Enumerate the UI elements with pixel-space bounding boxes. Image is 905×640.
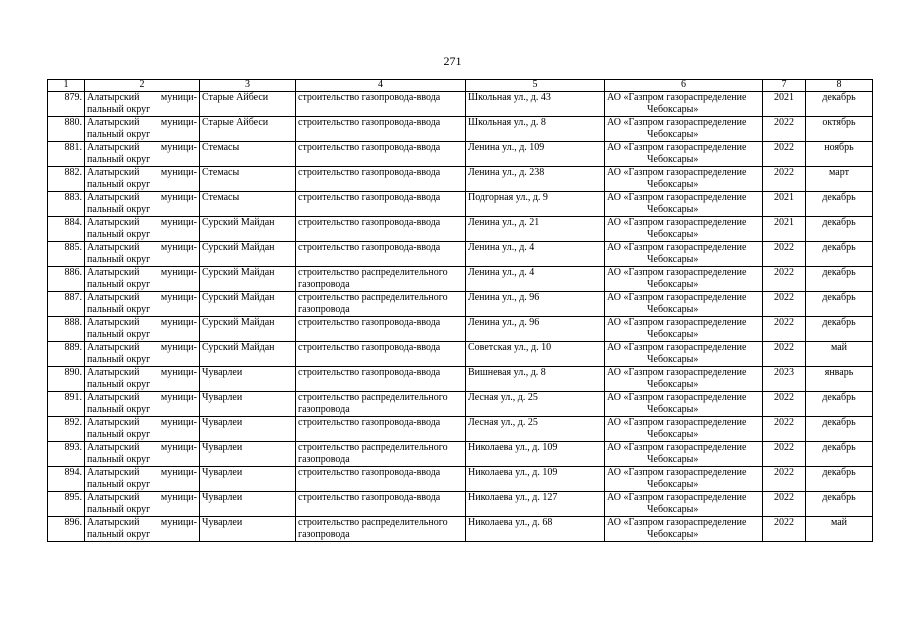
settlement-cell: Чуварлеи <box>200 367 296 392</box>
organization-text: АО «Газпром газораспределение <box>607 417 747 428</box>
row-number: 882. <box>48 167 85 192</box>
row-number: 892. <box>48 417 85 442</box>
year-cell: 2021 <box>763 192 806 217</box>
district-cell <box>85 317 200 342</box>
work-type-text: строительство распределительного <box>298 267 448 278</box>
column-header: 4 <box>296 80 466 92</box>
work-type-text: строительство распределительного <box>298 442 448 453</box>
work-type-text: газопровода <box>298 454 350 465</box>
row-number: 889. <box>48 342 85 367</box>
organization-text: Чебоксары» <box>647 179 699 190</box>
district-cell <box>85 367 200 392</box>
organization-cell <box>605 317 763 342</box>
district-text: Алатырский <box>87 342 140 353</box>
address-cell: Ленина ул., д. 21 <box>466 217 605 242</box>
organization-cell <box>605 117 763 142</box>
organization-text: АО «Газпром газораспределение <box>607 317 747 328</box>
address-cell: Лесная ул., д. 25 <box>466 417 605 442</box>
work-type-text: строительство распределительного <box>298 292 448 303</box>
table-row <box>48 217 873 242</box>
year-cell: 2022 <box>763 317 806 342</box>
district-text: муници- <box>160 342 197 353</box>
month-cell: декабрь <box>806 442 873 467</box>
organization-text: Чебоксары» <box>647 104 699 115</box>
organization-cell <box>605 467 763 492</box>
organization-text: Чебоксары» <box>647 279 699 290</box>
district-cell <box>85 417 200 442</box>
table-row <box>48 467 873 492</box>
month-cell: май <box>806 342 873 367</box>
table-row <box>48 442 873 467</box>
organization-cell <box>605 217 763 242</box>
work-type-text: строительство газопровода-ввода <box>298 342 441 353</box>
column-header: 7 <box>763 80 806 92</box>
district-text: пальный округ <box>87 229 151 240</box>
table-row <box>48 417 873 442</box>
organization-text: Чебоксары» <box>647 379 699 390</box>
column-header: 8 <box>806 80 873 92</box>
table-row <box>48 117 873 142</box>
month-cell: ноябрь <box>806 142 873 167</box>
district-cell <box>85 242 200 267</box>
address-cell: Ленина ул., д. 4 <box>466 242 605 267</box>
organization-text: АО «Газпром газораспределение <box>607 192 747 203</box>
district-text: Алатырский <box>87 92 140 103</box>
district-text: муници- <box>160 392 197 403</box>
organization-cell <box>605 242 763 267</box>
district-text: Алатырский <box>87 417 140 428</box>
month-cell: январь <box>806 367 873 392</box>
work-type-cell <box>296 342 466 367</box>
table-row <box>48 267 873 292</box>
column-header: 6 <box>605 80 763 92</box>
month-cell: декабрь <box>806 392 873 417</box>
district-text: пальный округ <box>87 354 151 365</box>
year-cell: 2022 <box>763 267 806 292</box>
settlement-cell: Чуварлеи <box>200 392 296 417</box>
work-type-text: строительство газопровода-ввода <box>298 192 441 203</box>
district-text: муници- <box>160 367 197 378</box>
work-type-text: строительство газопровода-ввода <box>298 142 441 153</box>
district-text: Алатырский <box>87 367 140 378</box>
organization-text: АО «Газпром газораспределение <box>607 442 747 453</box>
work-type-cell <box>296 142 466 167</box>
organization-text: Чебоксары» <box>647 504 699 515</box>
month-cell: декабрь <box>806 317 873 342</box>
district-text: пальный округ <box>87 154 151 165</box>
district-text: пальный округ <box>87 429 151 440</box>
district-text: муници- <box>160 417 197 428</box>
district-cell <box>85 292 200 317</box>
work-type-text: строительство газопровода-ввода <box>298 117 441 128</box>
organization-cell <box>605 442 763 467</box>
column-header: 2 <box>85 80 200 92</box>
work-type-text: строительство газопровода-ввода <box>298 167 441 178</box>
table-row <box>48 342 873 367</box>
organization-cell <box>605 92 763 117</box>
district-text: Алатырский <box>87 467 140 478</box>
settlement-cell: Сурский Майдан <box>200 242 296 267</box>
work-type-text: газопровода <box>298 304 350 315</box>
district-text: Алатырский <box>87 492 140 503</box>
organization-cell <box>605 142 763 167</box>
organization-text: АО «Газпром газораспределение <box>607 517 747 528</box>
district-text: муници- <box>160 192 197 203</box>
work-type-text: строительство газопровода-ввода <box>298 417 441 428</box>
district-cell <box>85 467 200 492</box>
district-text: пальный округ <box>87 529 151 540</box>
table-row <box>48 92 873 117</box>
address-cell: Ленина ул., д. 109 <box>466 142 605 167</box>
organization-text: Чебоксары» <box>647 129 699 140</box>
work-type-cell <box>296 492 466 517</box>
settlement-cell: Сурский Майдан <box>200 342 296 367</box>
settlement-cell: Стемасы <box>200 192 296 217</box>
work-type-text: строительство газопровода-ввода <box>298 317 441 328</box>
year-cell: 2022 <box>763 342 806 367</box>
year-cell: 2022 <box>763 417 806 442</box>
organization-text: АО «Газпром газораспределение <box>607 217 747 228</box>
month-cell: декабрь <box>806 417 873 442</box>
settlement-cell: Чуварлеи <box>200 442 296 467</box>
district-text: муници- <box>160 517 197 528</box>
row-number: 884. <box>48 217 85 242</box>
month-cell: декабрь <box>806 217 873 242</box>
district-text: муници- <box>160 267 197 278</box>
row-number: 890. <box>48 367 85 392</box>
row-number: 880. <box>48 117 85 142</box>
organization-text: АО «Газпром газораспределение <box>607 367 747 378</box>
organization-text: АО «Газпром газораспределение <box>607 467 747 478</box>
district-text: Алатырский <box>87 217 140 228</box>
address-cell: Вишневая ул., д. 8 <box>466 367 605 392</box>
district-text: Алатырский <box>87 442 140 453</box>
district-cell <box>85 517 200 542</box>
organization-cell <box>605 367 763 392</box>
table-row <box>48 392 873 417</box>
table-row <box>48 242 873 267</box>
month-cell: декабрь <box>806 492 873 517</box>
work-type-cell <box>296 217 466 242</box>
district-text: Алатырский <box>87 317 140 328</box>
organization-text: АО «Газпром газораспределение <box>607 392 747 403</box>
district-text: Алатырский <box>87 267 140 278</box>
year-cell: 2021 <box>763 92 806 117</box>
settlement-cell: Стемасы <box>200 142 296 167</box>
address-cell: Николаева ул., д. 109 <box>466 467 605 492</box>
year-cell: 2022 <box>763 167 806 192</box>
organization-text: Чебоксары» <box>647 329 699 340</box>
organization-text: Чебоксары» <box>647 404 699 415</box>
month-cell: декабрь <box>806 192 873 217</box>
organization-cell <box>605 267 763 292</box>
row-number: 895. <box>48 492 85 517</box>
district-cell <box>85 92 200 117</box>
work-type-text: газопровода <box>298 529 350 540</box>
row-number: 893. <box>48 442 85 467</box>
organization-cell <box>605 417 763 442</box>
address-cell: Школьная ул., д. 43 <box>466 92 605 117</box>
work-type-cell <box>296 442 466 467</box>
organization-text: АО «Газпром газораспределение <box>607 292 747 303</box>
district-cell <box>85 442 200 467</box>
organization-text: АО «Газпром газораспределение <box>607 117 747 128</box>
row-number: 887. <box>48 292 85 317</box>
address-cell: Школьная ул., д. 8 <box>466 117 605 142</box>
district-text: пальный округ <box>87 179 151 190</box>
settlement-cell: Старые Айбеси <box>200 92 296 117</box>
organization-text: Чебоксары» <box>647 304 699 315</box>
table-row <box>48 367 873 392</box>
district-text: Алатырский <box>87 167 140 178</box>
address-cell: Ленина ул., д. 238 <box>466 167 605 192</box>
month-cell: декабрь <box>806 467 873 492</box>
organization-cell <box>605 292 763 317</box>
district-text: Алатырский <box>87 517 140 528</box>
month-cell: декабрь <box>806 267 873 292</box>
work-type-text: строительство распределительного <box>298 392 448 403</box>
year-cell: 2023 <box>763 367 806 392</box>
organization-cell <box>605 392 763 417</box>
settlement-cell: Чуварлеи <box>200 517 296 542</box>
address-cell: Ленина ул., д. 96 <box>466 317 605 342</box>
year-cell: 2022 <box>763 117 806 142</box>
district-text: муници- <box>160 142 197 153</box>
organization-text: АО «Газпром газораспределение <box>607 242 747 253</box>
organization-text: АО «Газпром газораспределение <box>607 267 747 278</box>
settlement-cell: Стемасы <box>200 167 296 192</box>
organization-cell <box>605 192 763 217</box>
district-text: пальный округ <box>87 379 151 390</box>
work-type-text: строительство газопровода-ввода <box>298 217 441 228</box>
organization-text: АО «Газпром газораспределение <box>607 92 747 103</box>
district-text: пальный округ <box>87 129 151 140</box>
work-type-cell <box>296 192 466 217</box>
district-text: муници- <box>160 167 197 178</box>
work-type-text: газопровода <box>298 404 350 415</box>
organization-text: АО «Газпром газораспределение <box>607 492 747 503</box>
district-text: пальный округ <box>87 279 151 290</box>
table-row <box>48 142 873 167</box>
district-text: муници- <box>160 442 197 453</box>
row-number: 883. <box>48 192 85 217</box>
address-cell: Ленина ул., д. 96 <box>466 292 605 317</box>
address-cell: Николаева ул., д. 109 <box>466 442 605 467</box>
settlement-cell: Чуварлеи <box>200 417 296 442</box>
district-cell <box>85 167 200 192</box>
organization-cell <box>605 492 763 517</box>
settlement-cell: Сурский Майдан <box>200 217 296 242</box>
work-type-cell <box>296 242 466 267</box>
district-text: пальный округ <box>87 254 151 265</box>
month-cell: декабрь <box>806 92 873 117</box>
settlement-cell: Чуварлеи <box>200 467 296 492</box>
organization-text: Чебоксары» <box>647 529 699 540</box>
organization-cell <box>605 167 763 192</box>
organization-cell <box>605 517 763 542</box>
column-header: 3 <box>200 80 296 92</box>
row-number: 891. <box>48 392 85 417</box>
district-text: Алатырский <box>87 242 140 253</box>
work-type-cell <box>296 292 466 317</box>
row-number: 885. <box>48 242 85 267</box>
table-row <box>48 517 873 542</box>
settlement-cell: Чуварлеи <box>200 492 296 517</box>
month-cell: декабрь <box>806 292 873 317</box>
year-cell: 2022 <box>763 492 806 517</box>
district-cell <box>85 392 200 417</box>
work-type-text: строительство газопровода-ввода <box>298 367 441 378</box>
settlement-cell: Сурский Майдан <box>200 267 296 292</box>
settlement-cell: Старые Айбеси <box>200 117 296 142</box>
address-cell: Лесная ул., д. 25 <box>466 392 605 417</box>
district-text: муници- <box>160 217 197 228</box>
district-text: Алатырский <box>87 392 140 403</box>
table-row <box>48 492 873 517</box>
organization-text: Чебоксары» <box>647 204 699 215</box>
district-cell <box>85 492 200 517</box>
district-text: муници- <box>160 492 197 503</box>
work-type-cell <box>296 417 466 442</box>
work-type-cell <box>296 117 466 142</box>
district-cell <box>85 342 200 367</box>
year-cell: 2022 <box>763 142 806 167</box>
work-type-cell <box>296 367 466 392</box>
table-row <box>48 167 873 192</box>
work-type-cell <box>296 267 466 292</box>
month-cell: май <box>806 517 873 542</box>
organization-text: Чебоксары» <box>647 429 699 440</box>
district-text: пальный округ <box>87 504 151 515</box>
district-text: пальный округ <box>87 454 151 465</box>
work-type-text: строительство газопровода-ввода <box>298 92 441 103</box>
district-text: пальный округ <box>87 104 151 115</box>
address-cell: Николаева ул., д. 127 <box>466 492 605 517</box>
organization-text: Чебоксары» <box>647 254 699 265</box>
organization-text: Чебоксары» <box>647 354 699 365</box>
district-text: Алатырский <box>87 142 140 153</box>
organization-text: АО «Газпром газораспределение <box>607 167 747 178</box>
district-text: Алатырский <box>87 117 140 128</box>
gasification-table <box>47 79 873 542</box>
district-cell <box>85 217 200 242</box>
district-text: муници- <box>160 117 197 128</box>
row-number: 894. <box>48 467 85 492</box>
work-type-cell <box>296 92 466 117</box>
district-text: муници- <box>160 467 197 478</box>
district-cell <box>85 142 200 167</box>
address-cell: Ленина ул., д. 4 <box>466 267 605 292</box>
year-cell: 2022 <box>763 467 806 492</box>
month-cell: декабрь <box>806 242 873 267</box>
column-header: 1 <box>48 80 85 92</box>
district-cell <box>85 117 200 142</box>
district-text: пальный округ <box>87 329 151 340</box>
district-cell <box>85 192 200 217</box>
month-cell: март <box>806 167 873 192</box>
row-number: 886. <box>48 267 85 292</box>
settlement-cell: Сурский Майдан <box>200 292 296 317</box>
year-cell: 2021 <box>763 217 806 242</box>
work-type-text: строительство газопровода-ввода <box>298 467 441 478</box>
district-text: муници- <box>160 292 197 303</box>
district-text: муници- <box>160 317 197 328</box>
work-type-cell <box>296 392 466 417</box>
year-cell: 2022 <box>763 242 806 267</box>
organization-text: АО «Газпром газораспределение <box>607 142 747 153</box>
page-number: 271 <box>443 54 462 68</box>
district-text: муници- <box>160 242 197 253</box>
row-number: 879. <box>48 92 85 117</box>
organization-text: Чебоксары» <box>647 454 699 465</box>
work-type-text: газопровода <box>298 279 350 290</box>
table-row <box>48 292 873 317</box>
year-cell: 2022 <box>763 292 806 317</box>
organization-cell <box>605 342 763 367</box>
work-type-text: строительство газопровода-ввода <box>298 242 441 253</box>
address-cell: Николаева ул., д. 68 <box>466 517 605 542</box>
district-text: пальный округ <box>87 404 151 415</box>
district-text: Алатырский <box>87 292 140 303</box>
table-row <box>48 317 873 342</box>
work-type-cell <box>296 167 466 192</box>
table-header-row <box>48 80 873 92</box>
month-cell: октябрь <box>806 117 873 142</box>
year-cell: 2022 <box>763 392 806 417</box>
work-type-cell <box>296 317 466 342</box>
organization-text: Чебоксары» <box>647 229 699 240</box>
work-type-cell <box>296 517 466 542</box>
row-number: 888. <box>48 317 85 342</box>
address-cell: Советская ул., д. 10 <box>466 342 605 367</box>
settlement-cell: Сурский Майдан <box>200 317 296 342</box>
address-cell: Подгорная ул., д. 9 <box>466 192 605 217</box>
work-type-text: строительство распределительного <box>298 517 448 528</box>
district-text: пальный округ <box>87 479 151 490</box>
organization-text: АО «Газпром газораспределение <box>607 342 747 353</box>
year-cell: 2022 <box>763 442 806 467</box>
district-text: пальный округ <box>87 204 151 215</box>
district-text: муници- <box>160 92 197 103</box>
district-text: Алатырский <box>87 192 140 203</box>
column-header: 5 <box>466 80 605 92</box>
district-text: пальный округ <box>87 304 151 315</box>
table-row <box>48 192 873 217</box>
work-type-cell <box>296 467 466 492</box>
work-type-text: строительство газопровода-ввода <box>298 492 441 503</box>
row-number: 881. <box>48 142 85 167</box>
row-number: 896. <box>48 517 85 542</box>
district-cell <box>85 267 200 292</box>
year-cell: 2022 <box>763 517 806 542</box>
organization-text: Чебоксары» <box>647 154 699 165</box>
organization-text: Чебоксары» <box>647 479 699 490</box>
